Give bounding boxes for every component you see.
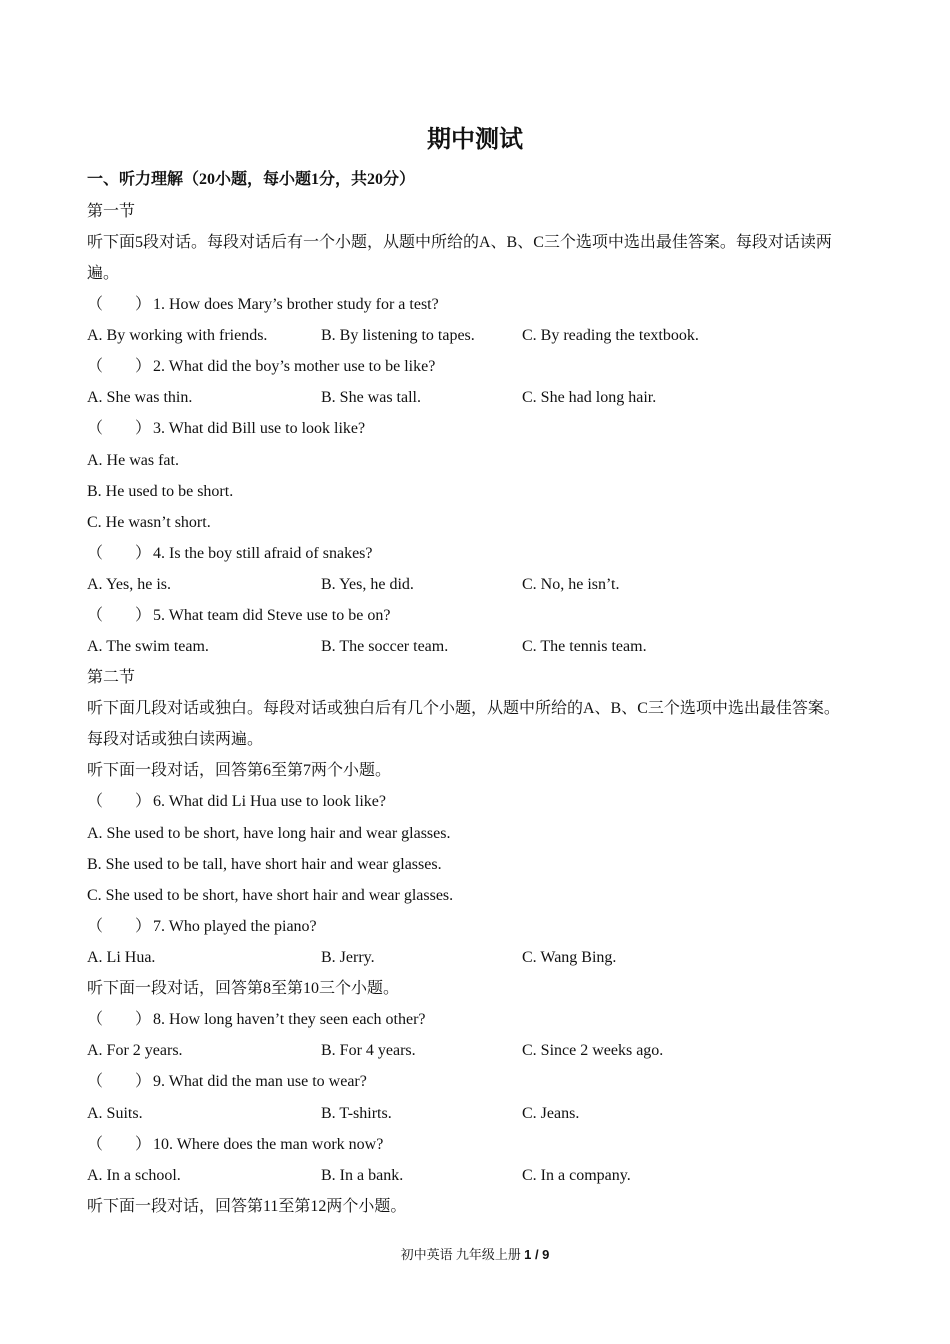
part2-label: 第二节 <box>87 669 136 686</box>
option-c: C. The tennis team. <box>522 638 647 655</box>
option-a: A. In a school. <box>87 1167 181 1184</box>
option-a: A. He was fat. <box>87 452 179 469</box>
dialogue-instruction-8-10: 听下面一段对话，回答第8至第10三个小题。 <box>87 980 400 997</box>
option-b: B. Yes, he did. <box>321 576 414 593</box>
answer-blank[interactable]: （ ） <box>87 296 152 313</box>
answer-blank[interactable]: （ ） <box>87 793 152 810</box>
answer-blank[interactable]: （ ） <box>87 420 152 437</box>
part2-instructions-cont: 每段对话或独白读两遍。 <box>87 731 264 748</box>
question-3: （ ） 3. What did Bill use to look like? <box>87 420 366 437</box>
option-c: C. Jeans. <box>522 1105 580 1122</box>
dialogue-instruction-11-12: 听下面一段对话，回答第11至第12两个小题。 <box>87 1198 407 1215</box>
question-5: （ ） 5. What team did Steve use to be on? <box>87 607 391 624</box>
option-b: B. T-shirts. <box>321 1105 392 1122</box>
question-7: （ ） 7. Who played the piano? <box>87 918 317 935</box>
option-a: A. She used to be short, have long hair and wear glasses. <box>87 825 451 842</box>
option-b: B. She used to be tall, have short hair and wear glasses. <box>87 856 442 873</box>
page-title: 期中测试 <box>427 127 523 153</box>
option-a: A. Suits. <box>87 1105 143 1122</box>
answer-blank[interactable]: （ ） <box>87 1073 152 1090</box>
page-footer <box>0 1246 950 1264</box>
option-a: A. The swim team. <box>87 638 209 655</box>
option-b: B. The soccer team. <box>321 638 449 655</box>
option-c: C. Wang Bing. <box>522 949 617 966</box>
option-a: A. For 2 years. <box>87 1042 183 1059</box>
option-c: C. By reading the textbook. <box>522 327 699 344</box>
question-8: （ ） 8. How long haven’t they seen each other? <box>87 1011 426 1028</box>
option-c: C. She used to be short, have short hair and wear glasses. <box>87 887 454 904</box>
option-c: C. He wasn’t short. <box>87 514 211 531</box>
option-a: A. She was thin. <box>87 389 193 406</box>
part1-instructions-cont: 遍。 <box>87 265 120 282</box>
page-number: 1 / 9 <box>524 1247 550 1262</box>
option-c: C. She had long hair. <box>522 389 657 406</box>
part1-label: 第一节 <box>87 203 136 220</box>
option-b: B. By listening to tapes. <box>321 327 475 344</box>
answer-blank[interactable]: （ ） <box>87 1136 152 1153</box>
answer-blank[interactable]: （ ） <box>87 918 152 935</box>
option-a: A. Li Hua. <box>87 949 156 966</box>
question-10: （ ） 10. Where does the man work now? <box>87 1136 384 1153</box>
question-2: （ ） 2. What did the boy’s mother use to be like? <box>87 358 436 375</box>
dialogue-instruction-6-7: 听下面一段对话，回答第6至第7两个小题。 <box>87 762 392 779</box>
question-1: （ ） 1. How does Mary’s brother study for a test? <box>87 296 439 313</box>
option-b: B. For 4 years. <box>321 1042 416 1059</box>
part2-instructions: 听下面几段对话或独白。每段对话或独白后有几个小题，从题中所给的A、B、C三个选项中选出最佳答案。 <box>87 700 840 717</box>
option-b: B. She was tall. <box>321 389 421 406</box>
section-heading: 一、听力理解（20小题，每小题1分，共20分） <box>87 171 416 188</box>
option-a: A. By working with friends. <box>87 327 268 344</box>
footer-text: 初中英语 九年级上册 <box>400 1247 525 1262</box>
option-a: A. Yes, he is. <box>87 576 172 593</box>
answer-blank[interactable]: （ ） <box>87 607 152 624</box>
part1-instructions: 听下面5段对话。每段对话后有一个小题，从题中所给的A、B、C三个选项中选出最佳答案。每段对话读两 <box>87 234 832 251</box>
option-c: C. In a company. <box>522 1167 631 1184</box>
option-b: B. He used to be short. <box>87 483 234 500</box>
option-b: B. In a bank. <box>321 1167 404 1184</box>
option-c: C. Since 2 weeks ago. <box>522 1042 664 1059</box>
option-b: B. Jerry. <box>321 949 375 966</box>
question-9: （ ） 9. What did the man use to wear? <box>87 1073 367 1090</box>
option-c: C. No, he isn’t. <box>522 576 620 593</box>
answer-blank[interactable]: （ ） <box>87 1011 152 1028</box>
answer-blank[interactable]: （ ） <box>87 358 152 375</box>
answer-blank[interactable]: （ ） <box>87 545 152 562</box>
question-6: （ ） 6. What did Li Hua use to look like? <box>87 793 386 810</box>
question-4: （ ） 4. Is the boy still afraid of snakes? <box>87 545 373 562</box>
